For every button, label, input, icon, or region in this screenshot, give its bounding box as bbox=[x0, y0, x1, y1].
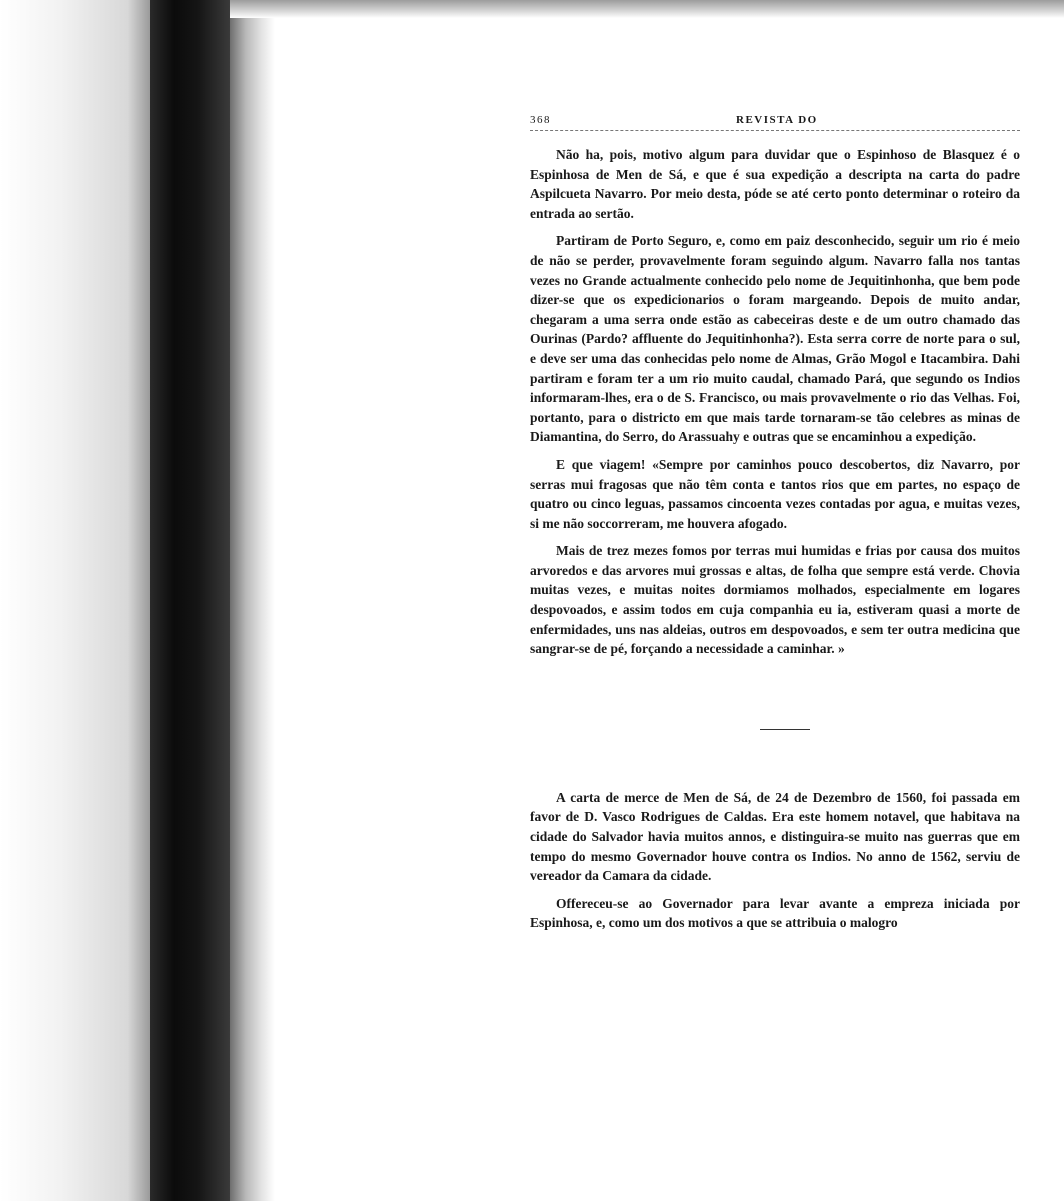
section-divider bbox=[760, 729, 810, 730]
paragraph: Offereceu-se ao Governador para levar avante a empreza iniciada por Espinhosa, e, como um dos motivos a que se attribuia o malogro bbox=[530, 895, 1020, 931]
page-number: 368 bbox=[530, 114, 551, 126]
main-text bbox=[530, 145, 1020, 659]
spine-shadow bbox=[230, 0, 275, 1201]
top-page-edge bbox=[230, 0, 1064, 18]
book-spine bbox=[150, 0, 230, 1201]
running-header bbox=[530, 108, 1020, 131]
paragraph: Mais de trez mezes fomos por terras mui humidas e frias por causa dos muitos arvoredos e das arvores mui grossas e altas, de folha que sempre está verde. Chovia muitas vezes, e muitas noites dormiamos molhados, especialmente em logares despovoados, e assim todos em cuja companhia eu ia, estiveram quasi a morte de enfermidades, uns nas aldeias, outros em despovoados, e sem ter outra medicina que sangrar-se de pé, forçando a necessidade a caminhar. » bbox=[530, 543, 1020, 657]
paragraph: E que viagem! «Sempre por caminhos pouco descobertos, diz Navarro, por serras mui fragosas que não têm conta e tantos rios que em partes, no espaço de quatro ou cinco leguas, passamos cincoenta vezes contadas por agua, e muitas vezes, si me não soccorreram, me houvera afogado. bbox=[530, 456, 1020, 531]
paragraph: Não ha, pois, motivo algum para duvidar que o Espinhoso de Blasquez é o Espinhosa de Men de Sá, e que é sua expedição a descripta na carta do padre Aspilcueta Navarro. Por meio desta, póde se até certo ponto determinar o roteiro da entrada ao sertão. bbox=[530, 147, 1020, 221]
book-page bbox=[530, 108, 1020, 941]
running-title: REVISTA DO bbox=[736, 114, 818, 126]
paragraph: Partiram de Porto Seguro, e, como em paiz desconhecido, seguir um rio é meio de não se perder, provavelmente foram seguindo algum. Navarro falla nos tantas vezes no Grande actualmente conhecido pelo nome de Jequitinhonha, que bem pode dizer-se que os expedicionarios o foram margeando. Depois de muito andar, chegaram a uma serra onde estão as cabeceiras deste e de um outro chamado das Ourinas (Pardo? affluente do Jequitinhonha?). Esta serra corre de norte para o sul, e deve ser uma das conhecidas pelo nome de Almas, Grão Mogol e Itacambira. Dahi partiram e foram ter a um rio muito caudal, chamado Pará, que segundo os Indios informaram-lhes, era o de S. Francisco, ou mais provavelmente o rio das Velhas. Foi, portanto, para o districto em que mais tarde tornaram-se tão celebres as minas de Diamantina, do Serro, do Arassuahy e outras que se encaminhou a expedição. bbox=[530, 233, 1020, 445]
page-gutter bbox=[0, 0, 150, 1201]
following-section bbox=[530, 788, 1020, 933]
paragraph: A carta de merce de Men de Sá, de 24 de Dezembro de 1560, foi passada em favor de D. Vasco Rodrigues de Caldas. Era este homem notavel, que habitava na cidade do Salvador havia muitos annos, e distinguira-se muito nas guerras que em tempo do mesmo Governador houve contra os Indios. No anno de 1562, serviu de vereador da Camara da cidade. bbox=[530, 789, 1020, 884]
